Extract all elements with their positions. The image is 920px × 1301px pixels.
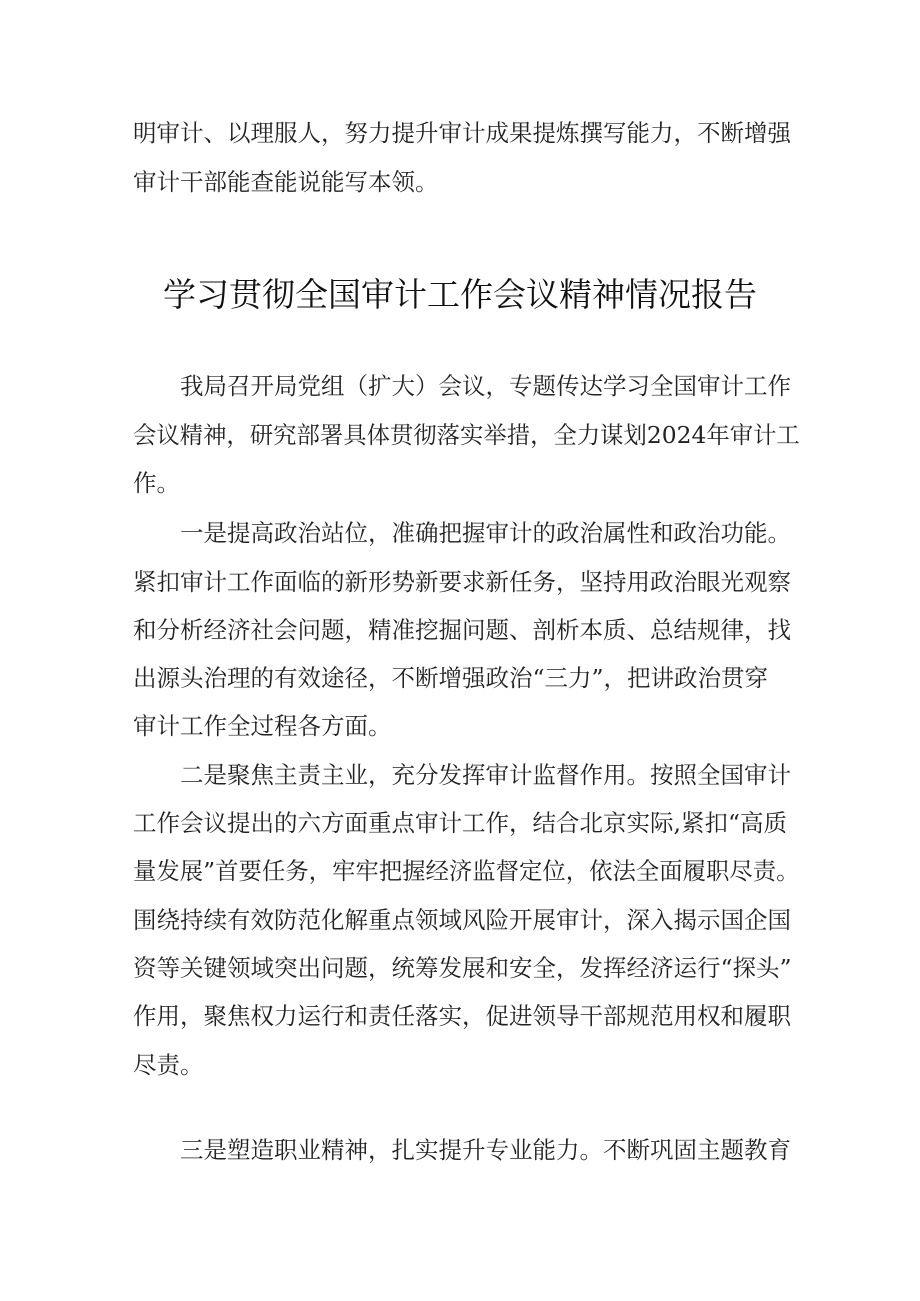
paragraph-line: 尽责。 [133, 1051, 204, 1079]
paragraph-line: 二是聚焦主责主业，充分发挥审计监督作用。按照全国审计 [180, 761, 791, 789]
paragraph-line: 我局召开局党组（扩大）会议，专题传达学习全国审计工作 [180, 372, 791, 400]
paragraph-line: 作用，聚焦权力运行和责任落实，促进领导干部规范用权和履职 [133, 1002, 791, 1030]
document-title: 学习贯彻全国审计工作会议精神情况报告 [163, 275, 757, 314]
paragraph-line: 资等关键领域突出问题，统筹发展和安全，发挥经济运行“探头” [133, 954, 792, 982]
paragraph-line: 工作会议提出的六方面重点审计工作，结合北京实际,紧扣“高质 [133, 809, 787, 837]
paragraph-line: 三是塑造职业精神，扎实提升专业能力。不断巩固主题教育 [180, 1136, 791, 1164]
paragraph-line: 审计工作全过程各方面。 [133, 712, 392, 740]
paragraph-line: 量发展”首要任务，牢牢把握经济监督定位，依法全面履职尽责。 [133, 857, 800, 885]
paragraph-line: 和分析经济社会问题，精准挖掘问题、剖析本质、总结规律，找 [133, 616, 791, 644]
paragraph-line: 紧扣审计工作面临的新形势新要求新任务，坚持用政治眼光观察 [133, 568, 791, 596]
paragraph-line: 围绕持续有效防范化解重点领域风险开展审计，深入揭示国企国 [133, 906, 791, 934]
continuation-line: 审计干部能查能说能写本领。 [133, 168, 439, 196]
paragraph-line: 出源头治理的有效途径，不断增强政治“三力”，把讲政治贯穿 [133, 664, 769, 692]
paragraph-line: 会议精神，研究部署具体贯彻落实举措，全力谋划2024年审计工 [133, 421, 800, 449]
continuation-line: 明审计、以理服人，努力提升审计成果提炼撰写能力，不断增强 [133, 119, 791, 147]
paragraph-line: 作。 [133, 469, 180, 497]
paragraph-line: 一是提高政治站位，准确把握审计的政治属性和政治功能。 [180, 519, 791, 547]
